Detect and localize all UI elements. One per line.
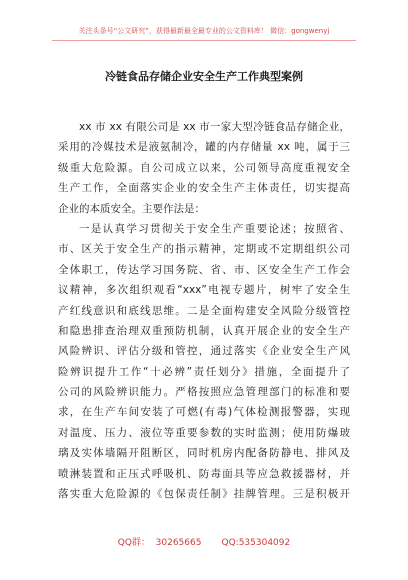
paragraph-line: 和隐患排查治理双重预防机制，认真开展企业的安全生产 [58,324,350,337]
header-watermark: 关注头条号“公文研究”，获得最新最全最专业的公文资料库！ 微信：gongwenyj [78,27,330,35]
header-divider [52,40,356,41]
paragraph-line: 喷淋装置和正压式呼吸机、防毒面具等应急救援器材，并 [58,467,350,480]
paragraph-line: 生产工作，全面落实企业的安全生产主体责任，切实提高 [58,182,350,195]
paragraph-line: 采用的冷媒技术是液氨制冷，罐的内存储量 xx 吨，属于三 [58,141,350,154]
paragraph-line: 落实重大危险源的《包保责任制》挂牌管理。三是积极开 [58,488,350,501]
document-body [58,117,350,504]
paragraph-line: 风险辨识、评估分级和管控，通过落实《企业安全生产风 [58,345,350,358]
paragraph-line: xx 市 xx 有限公司是 xx 市一家大型冷链食品存储企业， [79,121,350,133]
paragraph-line: 级重大危险源。自公司成立以来，公司领导高度重视安全 [58,161,350,174]
paragraph-line: 企业的本质安全。主要作法是： [58,202,205,215]
document-title: 冷链食品存储企业安全生产工作典型案例 [105,70,303,83]
paragraph-line: 市、区关于安全生产的指示精神，定期或不定期组织公司 [58,243,350,256]
paragraph-line: 全体职工，传达学习国务院、省、市、区安全生产工作会 [58,263,350,276]
paragraph-line: 议精神，多次组织观看“xxx”电视专题片，树牢了安全生 [58,284,350,297]
paragraph-line: 一是认真学习贯彻关于安全生产重要论述；按照省、 [79,222,350,235]
paragraph-line: 璃及实体墙隔开阻断区，同时机房内配备防静电、排风及 [58,447,350,460]
paragraph-line: 求，在生产车间安装了可燃(有毒)气体检测报警器，实现 [58,406,350,419]
paragraph-line: 产红线意识和底线思维。二是全面构建安全风险分级管控 [58,304,350,317]
footer-contact: QQ群： 30265665 QQ:535304092 [117,538,291,548]
paragraph-line: 公司的风险辨识能力。严格按照应急管理部门的标准和要 [58,386,350,399]
paragraph-line: 对温度、压力、液位等重要参数的实时监测；使用防爆玻 [58,426,350,439]
paragraph-line: 险辨识提升工作“十必辨”责任划分》措施，全面提升了 [58,365,350,378]
